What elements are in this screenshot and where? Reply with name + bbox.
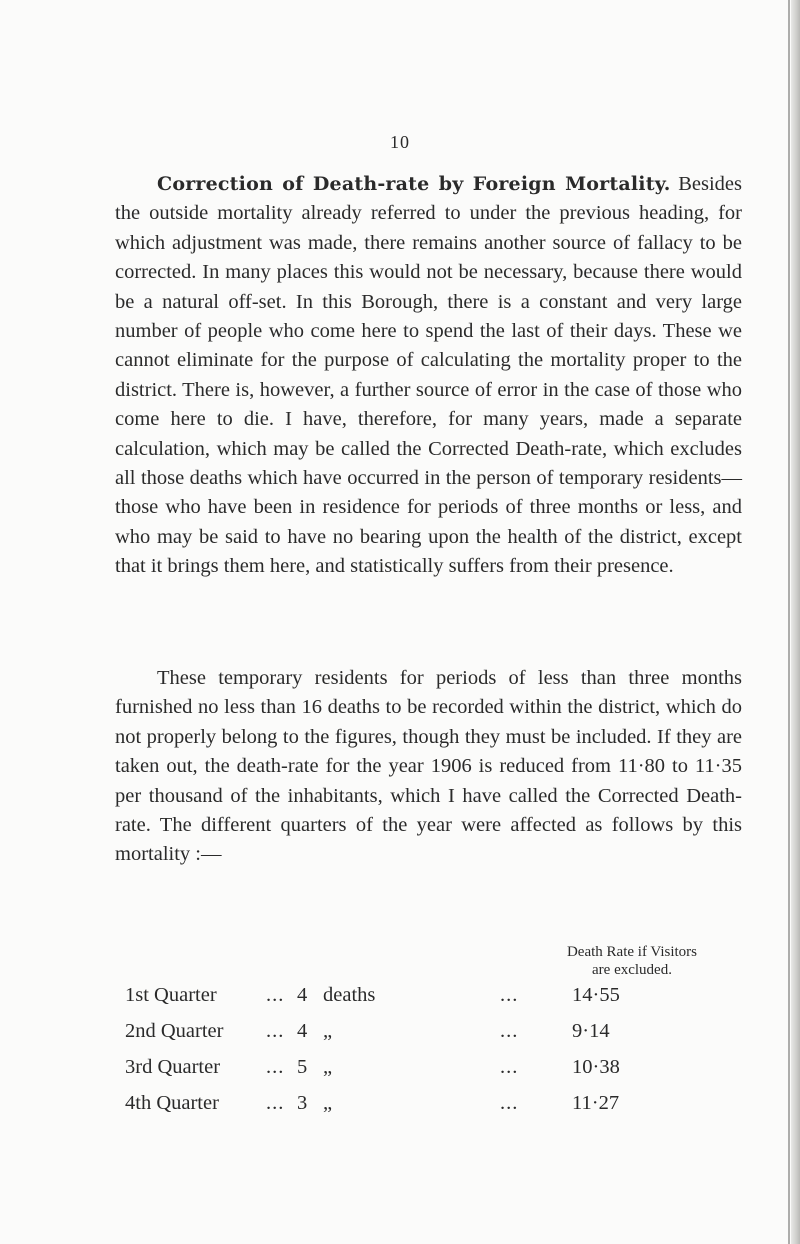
death-rate-value: 11·27 bbox=[572, 1092, 620, 1114]
deaths-count: 4 bbox=[297, 984, 308, 1006]
deaths-unit: „ bbox=[323, 1020, 333, 1042]
leader-dots: ... bbox=[266, 1092, 285, 1114]
deaths-count: 4 bbox=[297, 1020, 308, 1042]
leader-dots: ... bbox=[500, 1092, 519, 1114]
table-row-q3 bbox=[125, 1056, 745, 1086]
section-heading: Correction of Death-rate by Foreign Mortality. bbox=[157, 173, 671, 195]
leader-dots: ... bbox=[500, 1020, 519, 1042]
quarter-label: 4th Quarter bbox=[125, 1092, 219, 1114]
leader-dots: ... bbox=[500, 1056, 519, 1078]
column-header-line1: Death Rate if Visitors bbox=[566, 944, 698, 960]
leader-dots: ... bbox=[266, 1056, 285, 1078]
deaths-unit: deaths bbox=[323, 984, 376, 1006]
leader-dots: ... bbox=[266, 1020, 285, 1042]
paragraph-body: Besides the outside mortality already referred to under the previous heading, for which adjustment was made, there remains another source of fallacy to be corrected. In many places this would not be necessary, because there would be a natural off-set. In this Borough, there is a constant and very large number of people who come here to spend the last of their days. These we cannot eliminate for the purpose of calculating the mortality proper to the district. There is, however, a further source of error in the case of those who come here to die. I have, therefore, for many years, made a separate calculation, which may be called the Corrected Death-rate, which excludes all those deaths which have occurred in the person of temporary residents—those who have been in residence for periods of three months or less, and who may be said to have no bearing upon the health of the district, except that it brings them here, and statistically suffers from their presence. bbox=[115, 173, 743, 578]
death-rate-value: 14·55 bbox=[572, 984, 620, 1006]
binding-edge-line bbox=[788, 0, 790, 1244]
table-row-q4 bbox=[125, 1092, 745, 1122]
leader-dots: ... bbox=[266, 984, 285, 1006]
deaths-unit: „ bbox=[323, 1092, 333, 1114]
table-column-header bbox=[512, 943, 752, 979]
column-header-line2: are excluded. bbox=[592, 962, 672, 978]
leader-dots: ... bbox=[500, 984, 519, 1006]
quarter-label: 1st Quarter bbox=[125, 984, 217, 1006]
deaths-unit: „ bbox=[323, 1056, 333, 1078]
page-number: 10 bbox=[390, 132, 410, 152]
deaths-count: 5 bbox=[297, 1056, 308, 1078]
paragraph-temporary-residents: These temporary residents for periods of less than three months furnished no less than 16 deaths to be recorded within the district, which do not properly belong to the figures, though they must be included. If they are taken out, the death-rate for the year 1906 is reduced from 11·80 to 11·35 per thousand of the inhabitants, which I have called the Corrected Death-rate. The different quarters of the year were affected as follows by this mortality :— bbox=[115, 667, 742, 866]
table-row-q1 bbox=[125, 984, 745, 1014]
quarter-label: 3rd Quarter bbox=[125, 1056, 221, 1078]
deaths-count: 3 bbox=[297, 1092, 308, 1114]
paragraph-correction-death-rate bbox=[115, 170, 742, 582]
page-edge bbox=[791, 0, 800, 1244]
death-rate-value: 10·38 bbox=[572, 1056, 620, 1078]
table-row-q2 bbox=[125, 1020, 745, 1050]
death-rate-value: 9·14 bbox=[572, 1020, 610, 1042]
quarter-label: 2nd Quarter bbox=[125, 1020, 224, 1042]
